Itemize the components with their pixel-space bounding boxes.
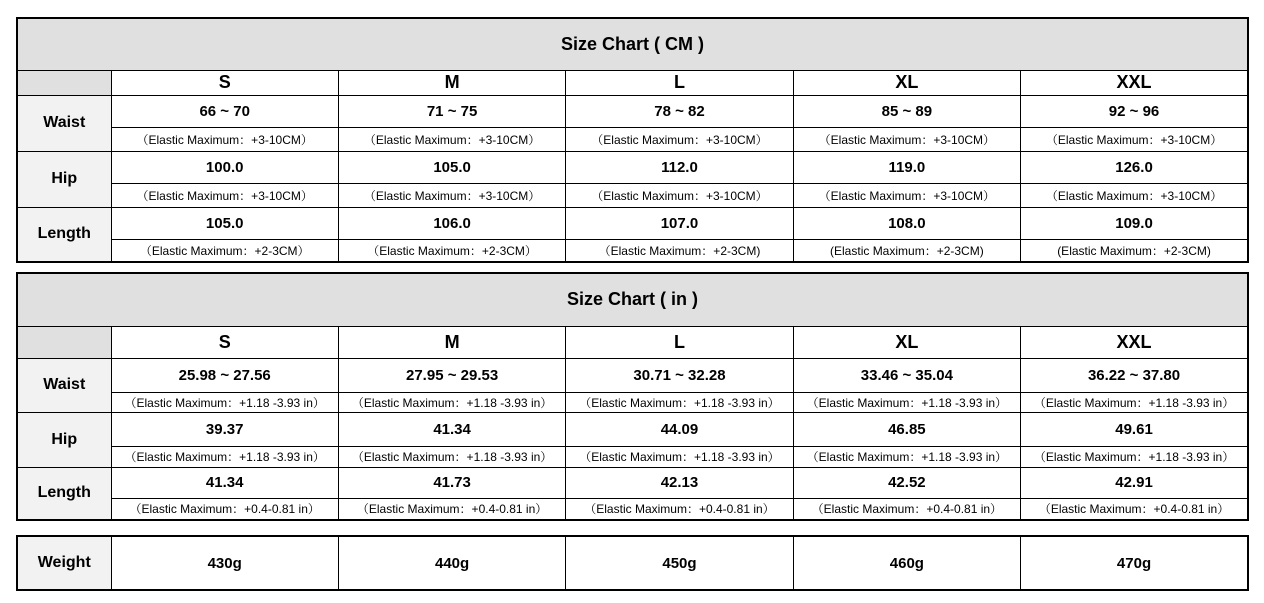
value-cell: 46.85 (793, 412, 1020, 446)
weight-value: 450g (566, 536, 793, 590)
table-row (17, 446, 1248, 467)
size-header-m: M (338, 326, 565, 358)
size-header-xl: XL (793, 326, 1020, 358)
note-cell: （Elastic Maximum：+3-10CM） (338, 127, 565, 151)
weight-value: 440g (338, 536, 565, 590)
weight-table (16, 535, 1249, 591)
note-cell: （Elastic Maximum：+3-10CM） (793, 183, 1020, 207)
value-cell: 71 ~ 75 (338, 95, 565, 127)
value-cell: 66 ~ 70 (111, 95, 338, 127)
row-label-waist: Waist (17, 95, 111, 151)
note-cell: （Elastic Maximum：+0.4-0.81 in） (1021, 498, 1248, 520)
value-cell: 25.98 ~ 27.56 (111, 358, 338, 392)
corner-cell (17, 326, 111, 358)
table-row (17, 239, 1248, 262)
value-cell: 36.22 ~ 37.80 (1021, 358, 1248, 392)
note-cell: （Elastic Maximum：+0.4-0.81 in） (566, 498, 793, 520)
table-row (17, 151, 1248, 183)
size-header-s: S (111, 326, 338, 358)
row-label-waist: Waist (17, 358, 111, 412)
table-row (17, 392, 1248, 412)
note-cell: (Elastic Maximum：+2-3CM) (1021, 239, 1248, 262)
note-cell: （Elastic Maximum：+0.4-0.81 in） (338, 498, 565, 520)
row-label-length: Length (17, 207, 111, 262)
value-cell: 108.0 (793, 207, 1020, 239)
value-cell: 85 ~ 89 (793, 95, 1020, 127)
note-cell: （Elastic Maximum：+3-10CM） (1021, 127, 1248, 151)
note-cell: （Elastic Maximum：+0.4-0.81 in） (111, 498, 338, 520)
size-header-xxl: XXL (1021, 326, 1248, 358)
note-cell: （Elastic Maximum：+1.18 -3.93 in） (566, 446, 793, 467)
value-cell: 107.0 (566, 207, 793, 239)
value-cell: 49.61 (1021, 412, 1248, 446)
value-cell: 39.37 (111, 412, 338, 446)
value-cell: 126.0 (1021, 151, 1248, 183)
note-cell: （Elastic Maximum：+0.4-0.81 in） (793, 498, 1020, 520)
note-cell: （Elastic Maximum：+3-10CM） (793, 127, 1020, 151)
value-cell: 42.91 (1021, 467, 1248, 498)
value-cell: 42.13 (566, 467, 793, 498)
table-row (17, 95, 1248, 127)
row-label-length: Length (17, 467, 111, 520)
weight-value: 430g (111, 536, 338, 590)
note-cell: （Elastic Maximum：+2-3CM） (111, 239, 338, 262)
note-cell: （Elastic Maximum：+1.18 -3.93 in） (338, 446, 565, 467)
note-cell: （Elastic Maximum：+2-3CM） (338, 239, 565, 262)
note-cell: （Elastic Maximum：+3-10CM） (566, 183, 793, 207)
table-row (17, 183, 1248, 207)
note-cell: （Elastic Maximum：+1.18 -3.93 in） (111, 392, 338, 412)
note-cell: （Elastic Maximum：+3-10CM） (111, 183, 338, 207)
table-row (17, 207, 1248, 239)
value-cell: 119.0 (793, 151, 1020, 183)
table-row (17, 498, 1248, 520)
size-chart-cm-title: Size Chart ( CM ) (17, 18, 1248, 70)
note-cell: （Elastic Maximum：+1.18 -3.93 in） (793, 392, 1020, 412)
value-cell: 109.0 (1021, 207, 1248, 239)
table-row (17, 412, 1248, 446)
note-cell: （Elastic Maximum：+1.18 -3.93 in） (338, 392, 565, 412)
table-row (17, 127, 1248, 151)
value-cell: 105.0 (111, 207, 338, 239)
row-label-hip: Hip (17, 412, 111, 467)
size-chart-cm-table (16, 17, 1249, 263)
weight-value: 470g (1021, 536, 1248, 590)
row-label-hip: Hip (17, 151, 111, 207)
note-cell: （Elastic Maximum：+1.18 -3.93 in） (1021, 392, 1248, 412)
table-row (17, 467, 1248, 498)
value-cell: 78 ~ 82 (566, 95, 793, 127)
size-header-m: M (338, 70, 565, 95)
row-label-weight: Weight (17, 536, 111, 590)
note-cell: （Elastic Maximum：+1.18 -3.93 in） (111, 446, 338, 467)
value-cell: 92 ~ 96 (1021, 95, 1248, 127)
corner-cell (17, 70, 111, 95)
value-cell: 44.09 (566, 412, 793, 446)
value-cell: 42.52 (793, 467, 1020, 498)
note-cell: （Elastic Maximum：+2-3CM) (566, 239, 793, 262)
value-cell: 41.34 (338, 412, 565, 446)
value-cell: 100.0 (111, 151, 338, 183)
note-cell: (Elastic Maximum：+2-3CM) (793, 239, 1020, 262)
value-cell: 33.46 ~ 35.04 (793, 358, 1020, 392)
size-header-xxl: XXL (1021, 70, 1248, 95)
size-header-l: L (566, 326, 793, 358)
note-cell: （Elastic Maximum：+3-10CM） (1021, 183, 1248, 207)
size-chart-in-title: Size Chart ( in ) (17, 273, 1248, 326)
value-cell: 27.95 ~ 29.53 (338, 358, 565, 392)
value-cell: 106.0 (338, 207, 565, 239)
size-chart-in-table (16, 272, 1249, 521)
note-cell: （Elastic Maximum：+3-10CM） (338, 183, 565, 207)
value-cell: 30.71 ~ 32.28 (566, 358, 793, 392)
note-cell: （Elastic Maximum：+1.18 -3.93 in） (566, 392, 793, 412)
size-header-l: L (566, 70, 793, 95)
note-cell: （Elastic Maximum：+1.18 -3.93 in） (1021, 446, 1248, 467)
value-cell: 41.34 (111, 467, 338, 498)
note-cell: （Elastic Maximum：+3-10CM） (566, 127, 793, 151)
table-row (17, 358, 1248, 392)
weight-value: 460g (793, 536, 1020, 590)
note-cell: （Elastic Maximum：+3-10CM） (111, 127, 338, 151)
size-header-xl: XL (793, 70, 1020, 95)
value-cell: 41.73 (338, 467, 565, 498)
size-header-s: S (111, 70, 338, 95)
table-row (17, 536, 1248, 590)
value-cell: 112.0 (566, 151, 793, 183)
note-cell: （Elastic Maximum：+1.18 -3.93 in） (793, 446, 1020, 467)
value-cell: 105.0 (338, 151, 565, 183)
